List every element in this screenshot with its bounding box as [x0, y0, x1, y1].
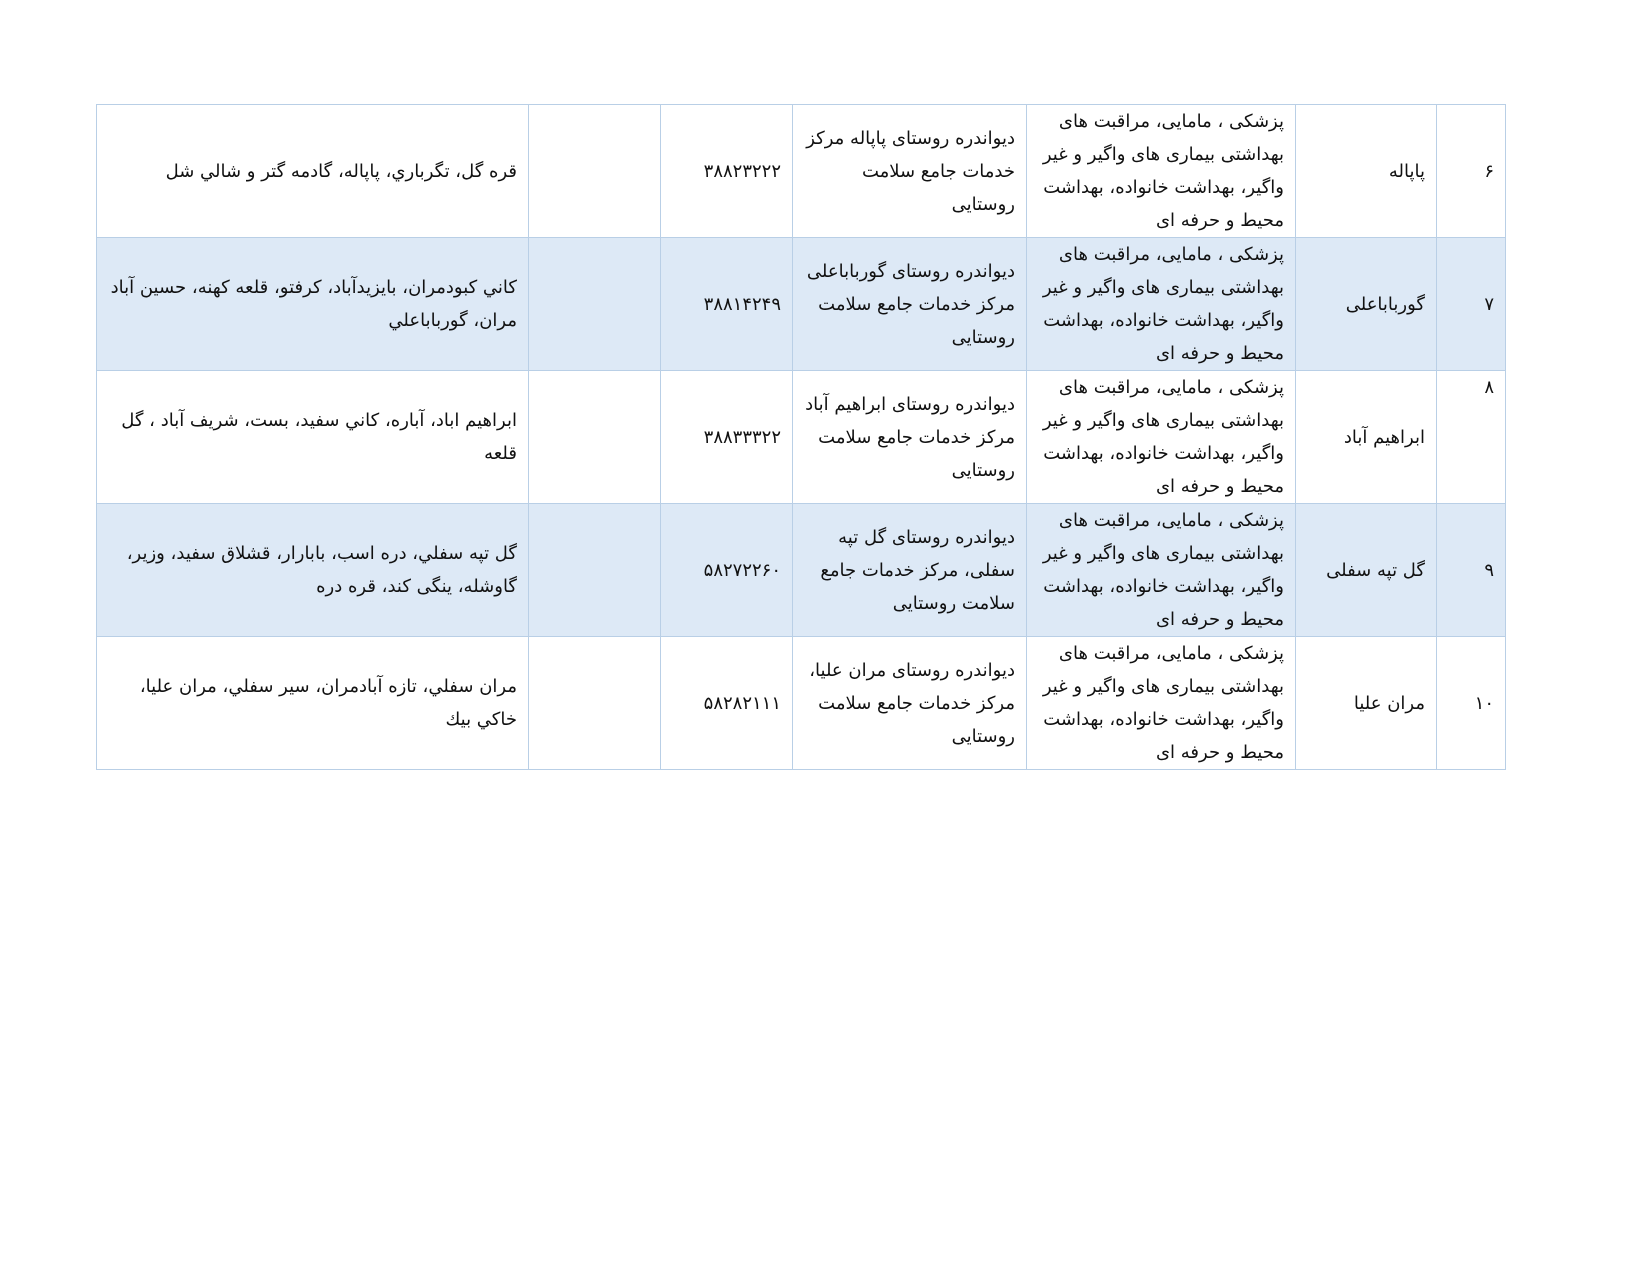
phone-cell: ۳۸۸۲۳۲۲۲ [661, 105, 793, 238]
center-cell: دیواندره روستای ابراهیم آباد مرکز خدمات جامع سلامت روستایی [793, 371, 1027, 504]
empty-cell [529, 238, 661, 371]
center-cell: دیواندره روستای پاپاله مرکز خدمات جامع سلامت روستایی [793, 105, 1027, 238]
village-name: گورباباعلی [1296, 238, 1437, 371]
table-row [97, 637, 1506, 770]
covered-villages-cell: قره گل، تگرباري، پاپاله، گادمه گتر و شالي شل [97, 105, 529, 238]
village-name: ابراهیم آباد [1296, 371, 1437, 504]
services-cell: پزشکی ، مامایی، مراقبت های بهداشتی بیماری های واگیر و غیر واگیر، بهداشت خانواده، بهداشت محیط و حرفه ای [1027, 105, 1296, 238]
row-number: ۶ [1437, 105, 1506, 238]
table-row [97, 371, 1506, 504]
services-cell: پزشکی ، مامایی، مراقبت های بهداشتی بیماری های واگیر و غیر واگیر، بهداشت خانواده، بهداشت محیط و حرفه ای [1027, 371, 1296, 504]
center-cell: دیواندره روستای گورباباعلی مرکز خدمات جامع سلامت روستایی [793, 238, 1027, 371]
phone-cell: ۳۸۸۳۳۳۲۲ [661, 371, 793, 504]
village-name: مران علیا [1296, 637, 1437, 770]
covered-villages-cell: مران سفلي، تازه آبادمران، سير سفلي، مران عليا، خاكي بيك [97, 637, 529, 770]
empty-cell [529, 637, 661, 770]
center-cell: دیواندره روستای گل تپه سفلی، مرکز خدمات جامع سلامت روستایی [793, 504, 1027, 637]
row-number: ۷ [1437, 238, 1506, 371]
phone-cell: ۳۸۸۱۴۲۴۹ [661, 238, 793, 371]
phone-cell: ۵۸۲۸۲۱۱۱ [661, 637, 793, 770]
covered-villages-cell: كاني كبودمران، بايزيدآباد، كرفتو، قلعه كهنه، حسين آباد مران، گورباباعلي [97, 238, 529, 371]
empty-cell [529, 371, 661, 504]
center-cell: دیواندره روستای مران علیا، مرکز خدمات جامع سلامت روستایی [793, 637, 1027, 770]
table-row [97, 504, 1506, 637]
covered-villages-cell: ابراهيم اباد، آباره، كاني سفيد، بست، شريف آباد ، گل قلعه [97, 371, 529, 504]
row-number: ۹ [1437, 504, 1506, 637]
services-cell: پزشکی ، مامایی، مراقبت های بهداشتی بیماری های واگیر و غیر واگیر، بهداشت خانواده، بهداشت محیط و حرفه ای [1027, 238, 1296, 371]
services-cell: پزشکی ، مامایی، مراقبت های بهداشتی بیماری های واگیر و غیر واگیر، بهداشت خانواده، بهداشت محیط و حرفه ای [1027, 637, 1296, 770]
village-name: گل تپه سفلی [1296, 504, 1437, 637]
row-number: ۸ [1437, 371, 1506, 504]
row-number: ۱۰ [1437, 637, 1506, 770]
table-row [97, 238, 1506, 371]
services-cell: پزشکی ، مامایی، مراقبت های بهداشتی بیماری های واگیر و غیر واگیر، بهداشت خانواده، بهداشت محیط و حرفه ای [1027, 504, 1296, 637]
covered-villages-cell: گل تپه سفلي، دره اسب، بابارار، قشلاق سفيد، وزير، گاوشله، ينگی كند، قره دره [97, 504, 529, 637]
phone-cell: ۵۸۲۷۲۲۶۰ [661, 504, 793, 637]
health-centers-table [96, 104, 1506, 770]
table-row [97, 105, 1506, 238]
village-name: پاپاله [1296, 105, 1437, 238]
empty-cell [529, 105, 661, 238]
empty-cell [529, 504, 661, 637]
